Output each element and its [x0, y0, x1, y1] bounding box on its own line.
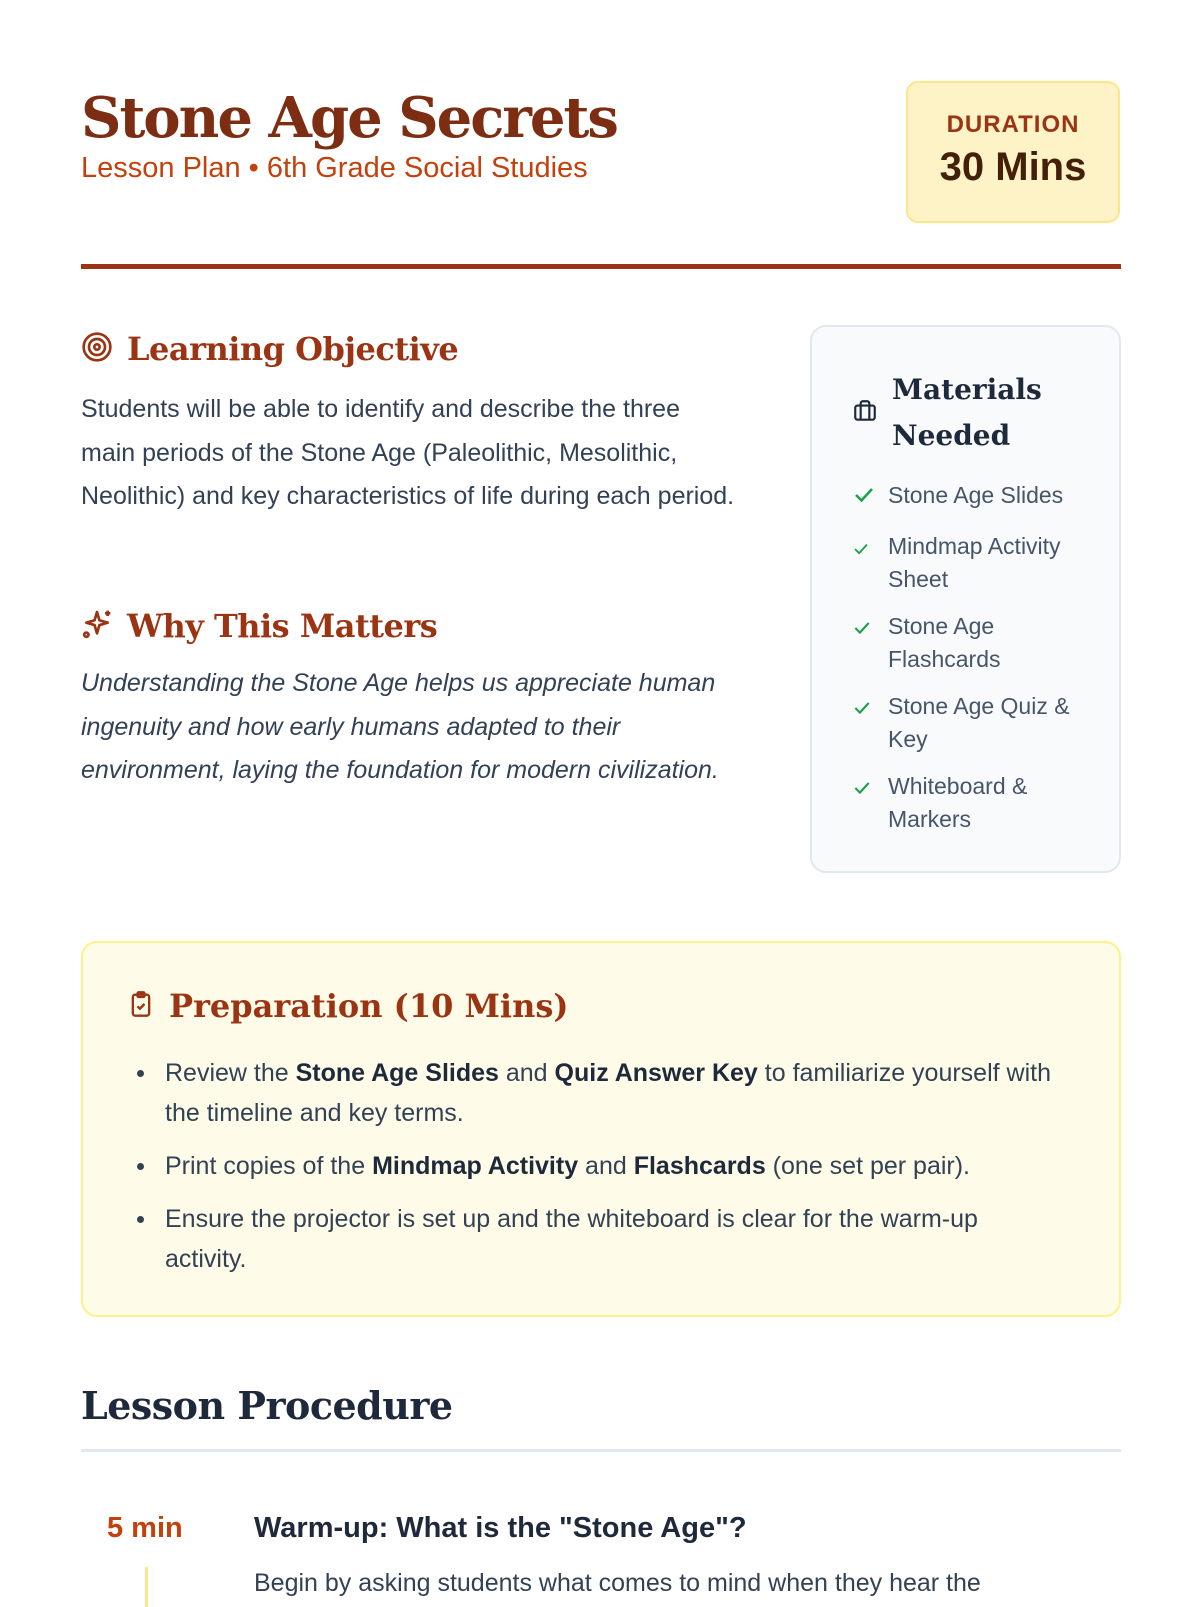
clipboard-check-icon [127, 989, 155, 1024]
objective-heading [81, 330, 458, 368]
step-description: Begin by asking students what comes to mind when they hear the [254, 1569, 981, 1597]
duration-value: 30 Mins [939, 145, 1087, 189]
page-subtitle: Lesson Plan • 6th Grade Social Studies [81, 152, 588, 184]
check-icon [852, 774, 880, 807]
target-icon [81, 331, 113, 368]
materials-list [852, 479, 1092, 850]
preparation-heading-label: Preparation (10 Mins) [169, 987, 569, 1025]
why-heading-label: Why This Matters [127, 607, 438, 645]
header-divider [81, 264, 1121, 269]
procedure-heading: Lesson Procedure [81, 1383, 453, 1428]
materials-card [810, 325, 1121, 873]
preparation-list [165, 1053, 1065, 1292]
step-title: Warm-up: What is the "Stone Age"? [254, 1512, 747, 1544]
materials-heading [852, 367, 1072, 459]
check-icon [852, 534, 880, 567]
materials-title: Materials Needed [892, 373, 1042, 452]
procedure-divider [81, 1449, 1121, 1452]
check-icon [852, 483, 880, 516]
list-item: Mindmap Activity Sheet [852, 530, 1092, 596]
briefcase-icon [852, 398, 878, 429]
preparation-heading [127, 987, 568, 1025]
why-heading [81, 607, 437, 645]
timeline-line [145, 1567, 148, 1607]
list-item: Review the Stone Age Slides and Quiz Answer Key to familiarize yourself with the timeline and key terms. [165, 1053, 1065, 1133]
list-item: Stone Age Flashcards [852, 610, 1092, 676]
check-icon [852, 614, 880, 647]
objective-text: Students will be able to identify and describe the three main periods of the Stone Age (Paleolithic, Mesolithic, Neolithic) and key characteristics of life during each period. [81, 395, 735, 510]
objective-heading-label: Learning Objective [127, 330, 459, 368]
duration-label: DURATION [946, 111, 1080, 138]
list-item: Stone Age Slides [852, 479, 1092, 516]
list-item: Ensure the projector is set up and the whiteboard is clear for the warm-up activity. [165, 1199, 1065, 1279]
step-time: 5 min [107, 1512, 183, 1544]
sparkles-icon [81, 608, 113, 645]
check-icon [852, 694, 880, 727]
page-title: Stone Age Secrets [81, 85, 617, 151]
list-item: Print copies of the Mindmap Activity and Flashcards (one set per pair). [165, 1146, 1065, 1186]
why-text: Understanding the Stone Age helps us appreciate human ingenuity and how early humans adapted to their environment, laying the foundation for modern civilization. [81, 669, 719, 784]
list-item: Whiteboard & Markers [852, 770, 1092, 836]
duration-card [906, 81, 1120, 223]
preparation-card [81, 941, 1121, 1317]
list-item: Stone Age Quiz & Key [852, 690, 1092, 756]
